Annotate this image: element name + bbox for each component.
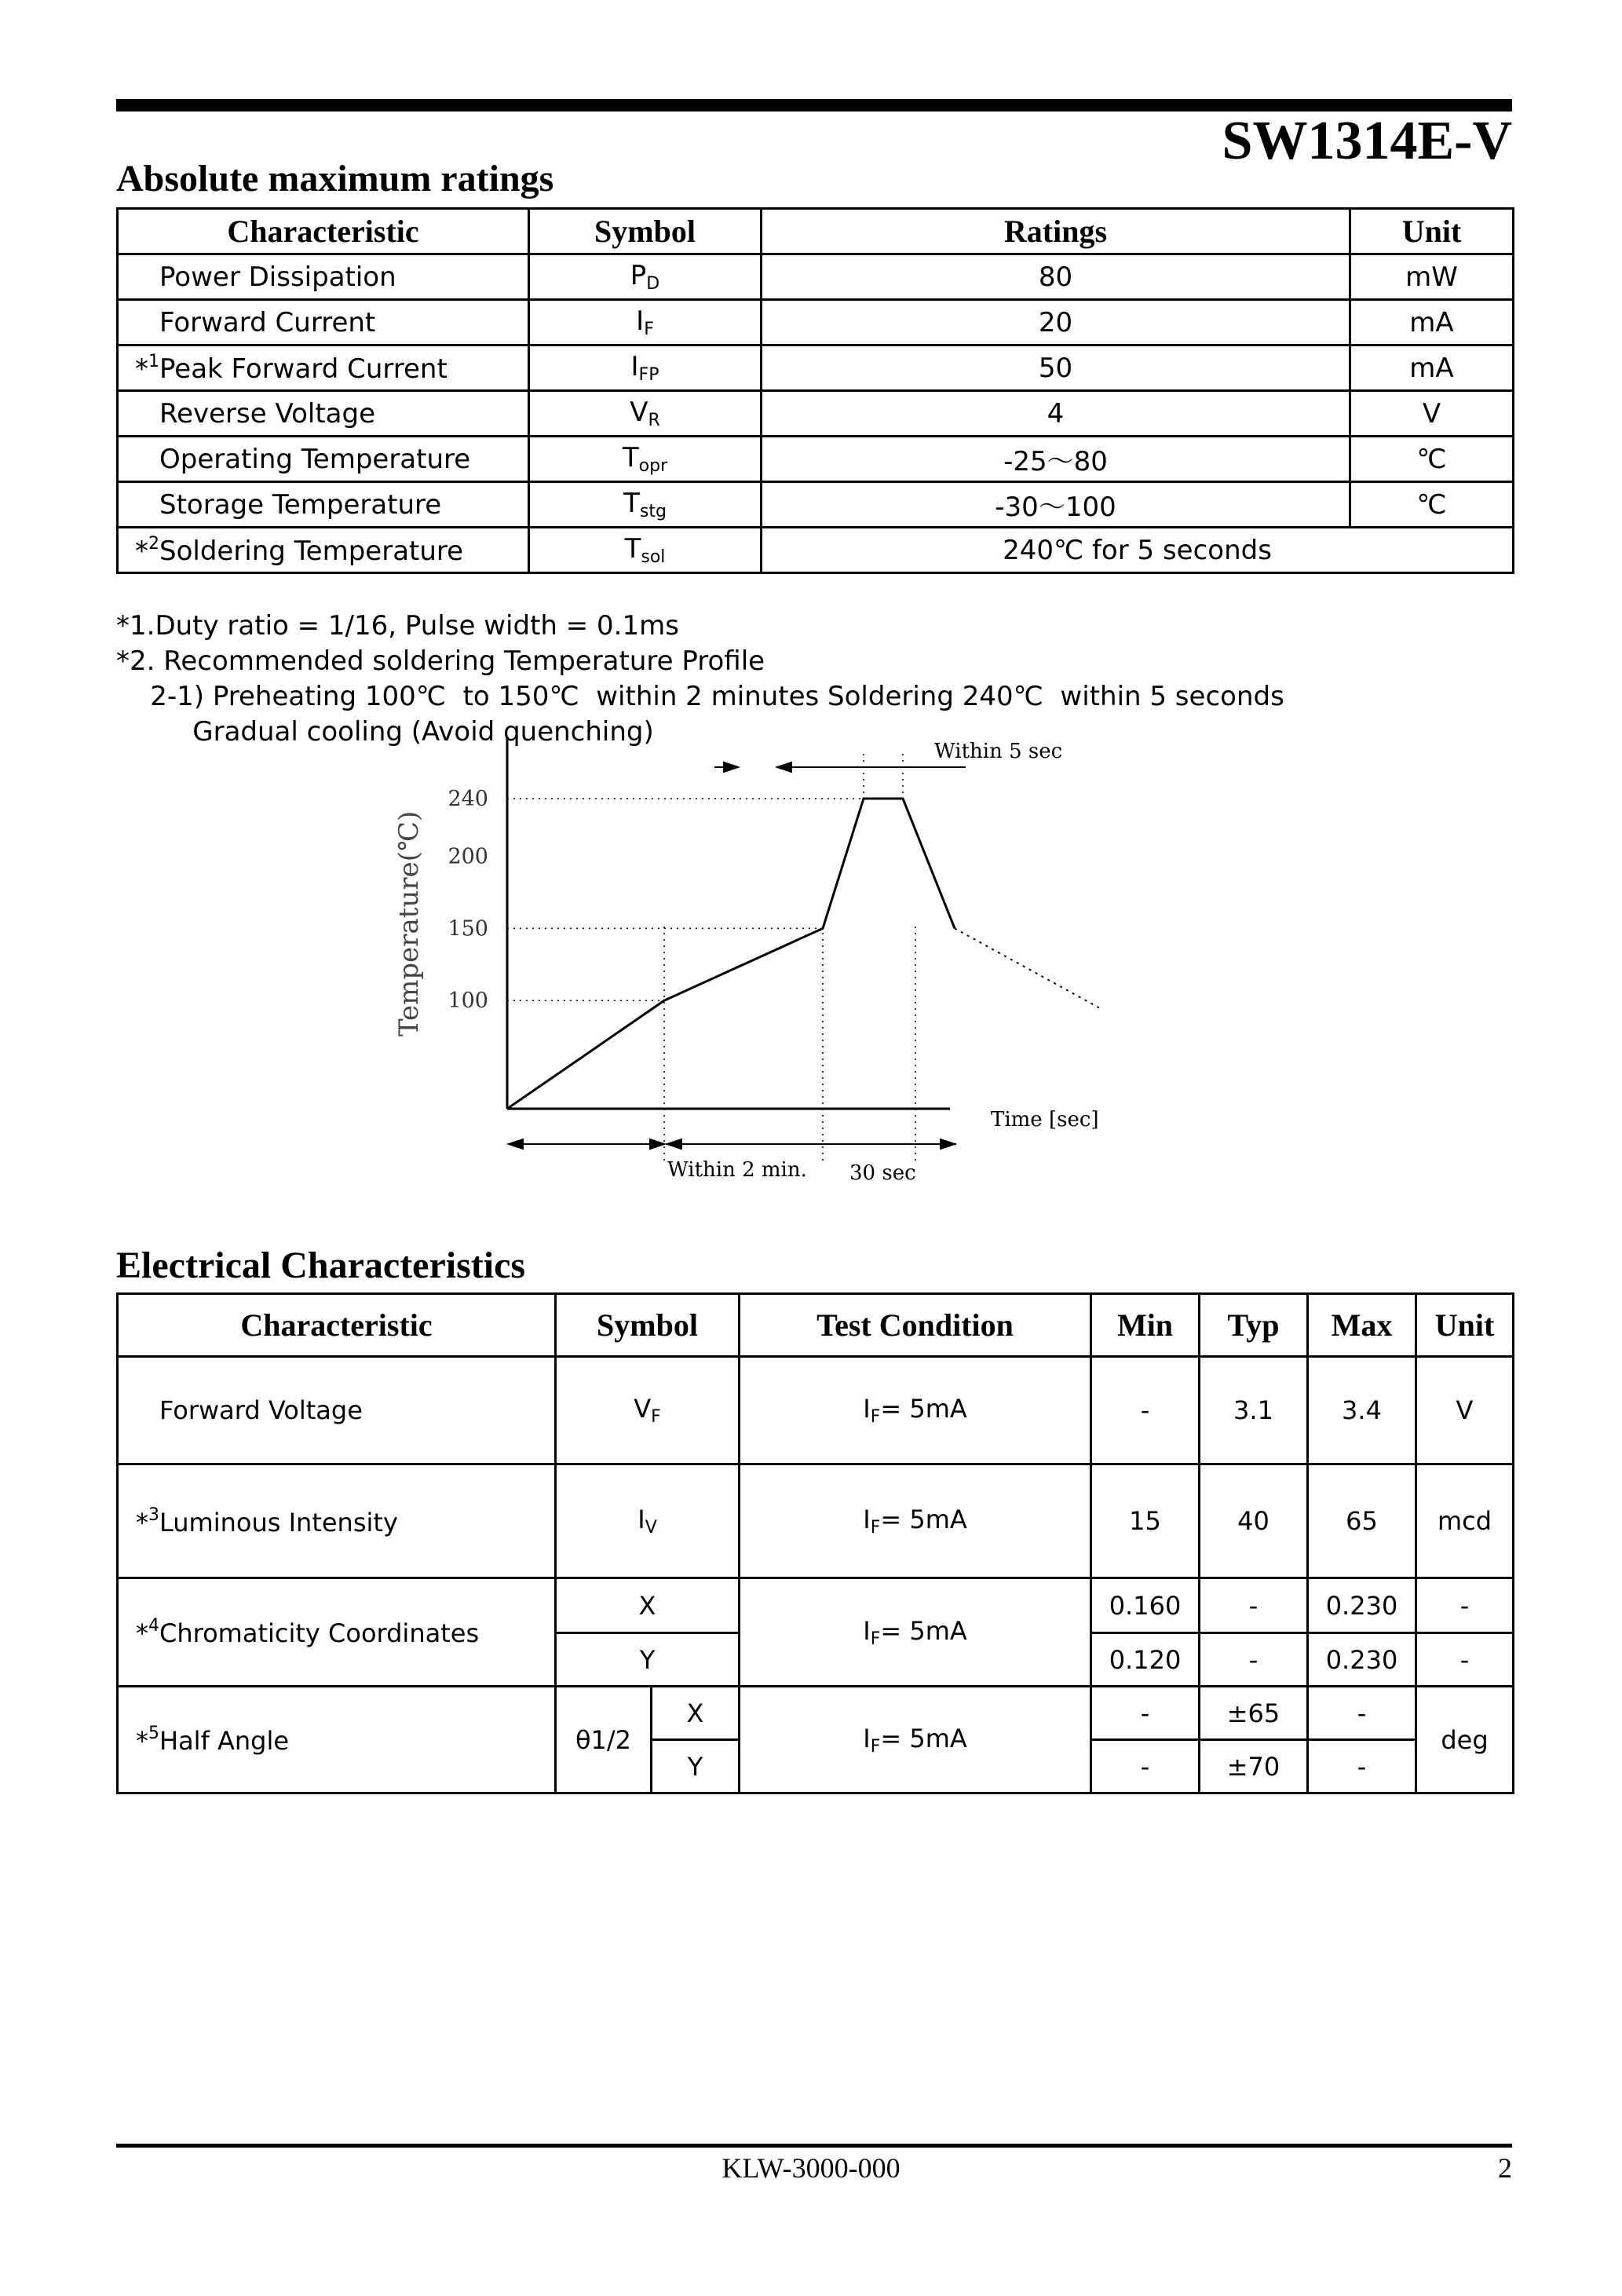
abs-max-row [118,437,1514,482]
luminous-unit: mcd [1416,1464,1514,1578]
half-angle-y-typ: ±70 [1200,1740,1308,1793]
half-angle-x-max: - [1308,1687,1416,1740]
forward-voltage-symbol: $V_F$ [556,1357,740,1464]
chromaticity-y-label: Y [556,1633,740,1687]
chromaticity-x-unit: - [1416,1578,1514,1633]
col-unit: Unit [1416,1294,1514,1357]
note-2: *2. Recommended soldering Temperature Profile [116,645,765,677]
characteristic-cell: Reverse Voltage [118,391,529,437]
rating-cell: 20 [762,300,1350,345]
note-1: *1.Duty ratio = 1/16, Pulse width = 0.1ms [116,610,679,642]
chromaticity-x-label: X [556,1578,740,1633]
abs-max-row [118,528,1514,573]
col-characteristic: Characteristic [118,209,529,254]
half-angle-x-typ: ±65 [1200,1687,1308,1740]
y-tick-label: 200 [448,844,488,869]
symbol-cell: $T_{sol}$ [529,528,762,573]
half-angle-y-min: - [1091,1740,1200,1793]
abs-max-header-row [118,209,1514,254]
cool-arrow-left [667,1139,681,1149]
characteristic-cell: Forward Current [118,300,529,345]
characteristic-cell: *$^1$Peak Forward Current [118,345,529,391]
peak-arrow-left [724,762,738,772]
characteristic-cell: Power Dissipation [118,254,529,300]
col-characteristic: Characteristic [118,1294,556,1357]
rating-cell: -30～100 [762,482,1350,528]
electrical-title: Electrical Characteristics [116,1245,526,1286]
forward-voltage-typ: 3.1 [1200,1357,1308,1464]
note-2-2: Gradual cooling (Avoid quenching) [116,716,654,748]
symbol-cell: $P_D$ [529,254,762,300]
rating-cell: -25～80 [762,437,1350,482]
x-axis-label: Time [sec] [991,1108,1099,1132]
row-half-angle-x [118,1687,1514,1740]
half-angle-x-min: - [1091,1687,1200,1740]
within-2-min-label: Within 2 min. [667,1158,807,1182]
chromaticity-y-max: 0.230 [1308,1633,1416,1687]
soldering-profile-chart [369,722,1123,1194]
col-unit: Unit [1350,209,1514,254]
half-angle-y-label: Y [652,1740,740,1793]
y-tick-label: 100 [448,989,488,1014]
profile-line [507,799,955,1109]
half-angle-x-label: X [652,1687,740,1740]
chromaticity-x-min: 0.160 [1091,1578,1200,1633]
y-tick-label: 240 [448,787,488,811]
rating-cell: 80 [762,254,1350,300]
characteristic-cell: Storage Temperature [118,482,529,528]
chromaticity-x-typ: - [1200,1578,1308,1633]
unit-cell: mA [1350,345,1514,391]
unit-cell: mW [1350,254,1514,300]
note-2-1: 2-1) Preheating 100℃ to 150℃ within 2 minutes Soldering 240℃ within 5 seconds [116,681,1284,712]
luminous-symbol: $I_V$ [556,1464,740,1578]
forward-voltage-min: - [1091,1357,1200,1464]
y-axis-label: Temperature(℃) [393,810,425,1036]
col-max: Max [1308,1294,1416,1357]
chromaticity-name: *$^4$Chromaticity Coordinates [118,1578,556,1687]
luminous-name: *$^3$Luminous Intensity [118,1464,556,1578]
abs-max-row [118,254,1514,300]
electrical-table [116,1292,1514,1794]
page-number: 2 [1498,2152,1512,2184]
row-luminous-intensity [118,1464,1514,1578]
luminous-typ: 40 [1200,1464,1308,1578]
forward-voltage-condition: $I_F= 5mA$ [740,1357,1091,1464]
bottom-rule [116,2144,1512,2148]
symbol-cell: $I_{FP}$ [529,345,762,391]
luminous-condition: $I_F= 5mA$ [740,1464,1091,1578]
chromaticity-x-max: 0.230 [1308,1578,1416,1633]
chromaticity-condition: $I_F= 5mA$ [740,1578,1091,1687]
half-angle-name: *$^5$Half Angle [118,1687,556,1793]
row-chromaticity-x [118,1578,1514,1633]
abs-max-row [118,345,1514,391]
col-ratings: Ratings [762,209,1350,254]
half-angle-y-max: - [1308,1740,1416,1793]
part-number: SW1314E-V [1222,111,1512,171]
symbol-cell: $V_R$ [529,391,762,437]
chromaticity-y-min: 0.120 [1091,1633,1200,1687]
half-angle-symbol: θ1/2 [556,1687,652,1793]
half-angle-condition: $I_F= 5mA$ [740,1687,1091,1793]
unit-cell: mA [1350,300,1514,345]
abs-max-row [118,391,1514,437]
col-typ: Typ [1200,1294,1308,1357]
forward-voltage-max: 3.4 [1308,1357,1416,1464]
within-5-sec-label: Within 5 sec [934,740,1063,763]
abs-max-table [116,207,1514,574]
30-sec-label: 30 sec [849,1161,916,1185]
chromaticity-y-unit: - [1416,1633,1514,1687]
unit-cell: ℃ [1350,437,1514,482]
col-symbol: Symbol [529,209,762,254]
symbol-cell: $T_{opr}$ [529,437,762,482]
symbol-cell: $T_{stg}$ [529,482,762,528]
forward-voltage-name: Forward Voltage [118,1357,556,1464]
cool-arrow-right [941,1139,955,1149]
col-min: Min [1091,1294,1200,1357]
abs-max-row [118,482,1514,528]
cooling-line [955,928,1099,1007]
rating-cell: 50 [762,345,1350,391]
half-angle-unit: deg [1416,1687,1514,1793]
y-tick-label: 150 [448,916,488,941]
row-forward-voltage [118,1357,1514,1464]
rating-cell: 240℃ for 5 seconds [762,528,1514,573]
preheat-arrow-left [509,1139,523,1149]
electrical-header-row [118,1294,1514,1357]
abs-max-title: Absolute maximum ratings [116,158,554,199]
characteristic-cell: *$^2$Soldering Temperature [118,528,529,573]
luminous-min: 15 [1091,1464,1200,1578]
rating-cell: 4 [762,391,1350,437]
unit-cell: ℃ [1350,482,1514,528]
abs-max-row [118,300,1514,345]
luminous-max: 65 [1308,1464,1416,1578]
preheat-arrow-right [650,1139,664,1149]
unit-cell: V [1350,391,1514,437]
footer-doc-code: KLW-3000-000 [721,2152,901,2184]
forward-voltage-unit: V [1416,1357,1514,1464]
characteristic-cell: Operating Temperature [118,437,529,482]
col-test-condition: Test Condition [740,1294,1091,1357]
col-symbol: Symbol [556,1294,740,1357]
symbol-cell: $I_F$ [529,300,762,345]
chromaticity-y-typ: - [1200,1633,1308,1687]
